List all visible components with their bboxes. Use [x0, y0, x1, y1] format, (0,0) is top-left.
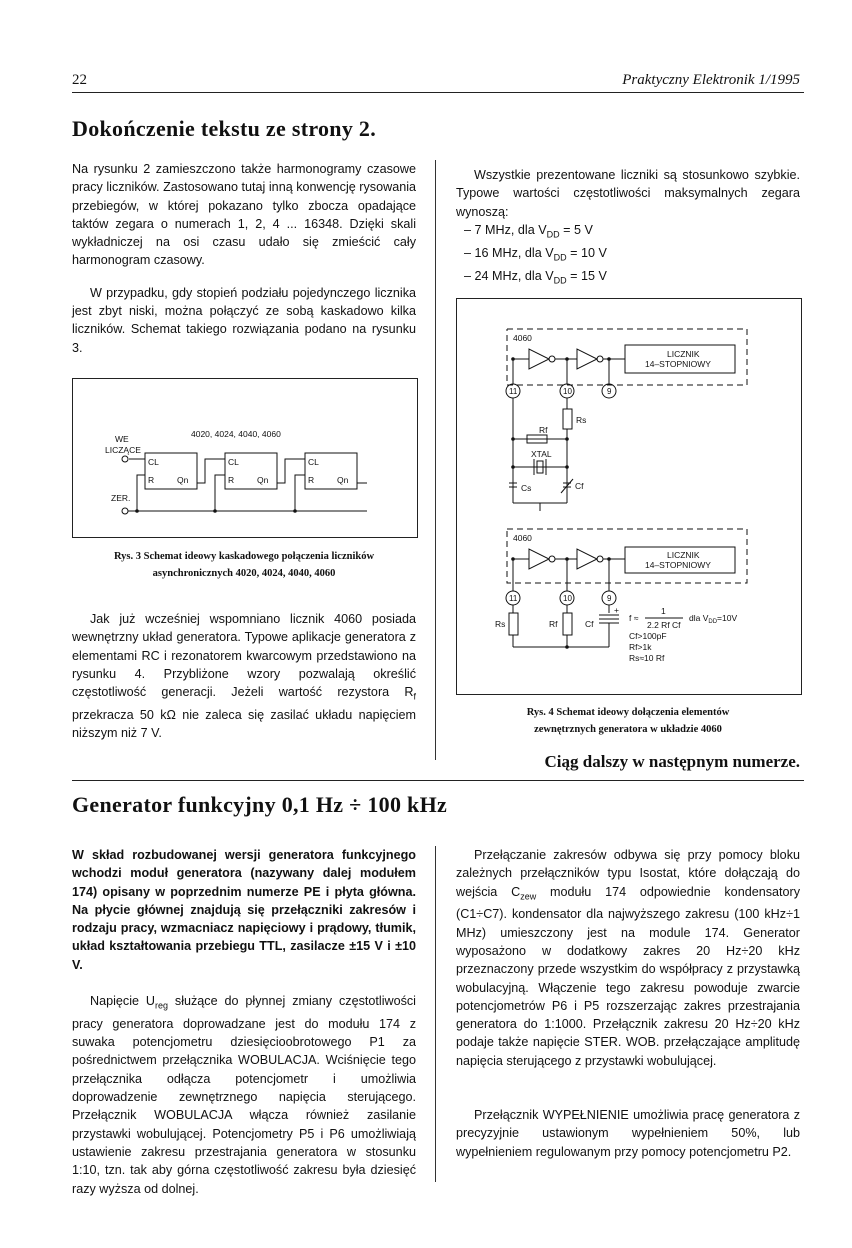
list-item: [464, 267, 800, 290]
formula-denominator: 2.2 Rf Cf: [647, 620, 681, 630]
text-run: = 10 V: [566, 245, 607, 260]
text-run: modułu 174 odpowiednie kondensatory (C1÷C7). kondensator dla najwyższego zakresu (100 kHz÷1 MHz) umieszczony jest na module 174. Generator wyposażono w dodatkowy zakres 20 Hz÷20 kHz przeznaczony przede wszystkim do współpracy z przystawką wobulacyjną. Włączenie tego zakresu powoduje zwarcie potencjometrów P6 i P5 rozszerzając zakres przestrajania generatora do 1:1000. Przełącznik zakresu 20 Hz÷20 kHz podaje także napięcie STER. WOB. przełączające amplitudę napięcia sterującego z przystawki wobulującej.: [456, 884, 801, 1068]
text-run: = 5 V: [559, 222, 593, 237]
pin11-label: 11: [509, 594, 518, 603]
frequency-list: [456, 221, 800, 289]
continued-note: Ciąg dalszy w następnym numerze.: [544, 752, 800, 771]
figure-3-schematic: [73, 379, 417, 537]
article2-title: Generator funkcyjny 0,1 Hz ÷ 100 kHz: [72, 792, 448, 817]
rs-label: Rs: [495, 619, 506, 629]
header-rule: [72, 92, 804, 93]
text-run: – 16 MHz, dla V: [464, 245, 554, 260]
paragraph: [72, 610, 416, 743]
xtal-label: XTAL: [531, 449, 552, 459]
label-liczace: LICZĄCE: [105, 445, 141, 455]
column-divider: [435, 160, 436, 760]
text-run: Napięcie U: [90, 994, 155, 1009]
text-run: = 15 V: [566, 268, 607, 283]
licznik-label-top: LICZNIK: [667, 349, 700, 359]
caption-line: asynchronicznych 4020, 4024, 4040, 4060: [152, 568, 336, 579]
qn-label-2: Qn: [257, 475, 269, 485]
qn-label-3: Qn: [337, 475, 349, 485]
figure-3-title-label: 4020, 4024, 4040, 4060: [191, 429, 281, 439]
r-label-2: R: [228, 475, 235, 485]
list-item: [464, 244, 800, 267]
subscript: DD: [553, 275, 567, 286]
formula-condition: [689, 613, 737, 625]
pin11-label: 11: [509, 387, 518, 396]
chip-label-bottom: 4060: [513, 533, 532, 543]
rf-label: Rf: [549, 619, 558, 629]
pin9-label: 9: [607, 387, 612, 396]
text-run: – 7 MHz, dla V: [464, 222, 547, 237]
lead-paragraph: W skład rozbudowanej wersji generatora funkcyjnego wchodzi moduł generatora (nazywany dalej modułem 174) opisany w poprzednim numerze PE i płyta główna. Na płycie głównej znajdują się przełączniki zakresów i rodzaju pracy, wzmacniacz napięciowy i prądowy, tłumik, układ kształtowania przebiegu TTL, zasilacze ±15 V i ±10 V.: [72, 848, 416, 972]
article2-left-column: [72, 846, 416, 1198]
column-divider: [435, 846, 436, 1182]
figure-3: [72, 378, 418, 538]
cl-label-3: CL: [308, 457, 319, 467]
cl-label-2: CL: [228, 457, 239, 467]
article1-left-column-cont: [72, 610, 416, 743]
text-run: dla V: [689, 613, 709, 623]
paragraph: W przypadku, gdy stopień podziału pojedynczego licznika jest zbyt niski, można połączyć ze sobą kaskadowo kilka liczników. Schemat takiego rozwiązania podano na rysunku 3.: [72, 285, 416, 355]
caption-line: zewnętrznych generatora w układzie 4060: [534, 724, 722, 735]
condition-rs: Rs≈10 Rf: [629, 653, 665, 663]
pin10-label: 10: [563, 387, 572, 396]
paragraph: Na rysunku 2 zamieszczono także harmonogramy czasowe pracy liczników. Zastosowano tutaj inną konwencję rysowania przebiegów, w której pokazano tylko zbocza opadające taktów zegara o numerach 1, 2, 4 ... 16348. Dzięki skali wykładniczej na osi czasu udało się zmieścić cały harmonogram czasowy.: [72, 162, 416, 268]
subscript: f: [413, 691, 416, 702]
formula-numerator: 1: [661, 606, 666, 616]
cs-label: Cs: [521, 483, 532, 493]
paragraph: Przełącznik WYPEŁNIENIE umożliwia pracę generatora z precyzyjnie ustawionym wypełnieniem 50%, lub wypełnieniem regulowanym przy pomocy potencjometru P2.: [456, 1108, 800, 1159]
figure-3-caption: [72, 548, 416, 582]
cl-label-1: CL: [148, 457, 159, 467]
paragraph: Wszystkie prezentowane liczniki są stosunkowo szybkie. Typowe wartości częstotliwości maksymalnych zegara wynoszą:: [456, 168, 800, 219]
condition-cf: Cf>100pF: [629, 631, 667, 641]
page-number: 22: [72, 72, 87, 88]
figure-4-caption: [456, 704, 800, 738]
journal-title: Praktyczny Elektronik 1/1995: [622, 72, 800, 88]
rf-label: Rf: [539, 425, 548, 435]
stopniowy-label-bottom: 14–STOPNIOWY: [645, 560, 711, 570]
text-run: =10V: [717, 613, 738, 623]
article2-right-column: [456, 846, 800, 1161]
article1-right-column: [456, 166, 800, 289]
qn-label-1: Qn: [177, 475, 189, 485]
r-label-3: R: [308, 475, 315, 485]
pin9-label: 9: [607, 594, 612, 603]
paragraph: [456, 846, 800, 1070]
caption-line: Rys. 3 Schemat ideowy kaskadowego połączenia liczników: [113, 551, 375, 562]
caption-line: Rys. 4 Schemat ideowy dołączenia elementów: [526, 707, 730, 718]
paragraph: [72, 992, 416, 1198]
figure-4-schematic: [457, 299, 801, 694]
cf-label: Cf: [585, 619, 594, 629]
text-run: Jak już wcześniej wspomniano licznik 4060 posiada wewnętrzny układ generatora. Typowe aplikacje generatora z elementami RC i rezonatorem kwarcowym przedstawiono na rysunku 4. Przybliżone wzory pozwalają określić częstotliwość generacji. Jeżeli wartość rezystora R: [72, 612, 416, 700]
subscript: DD: [708, 619, 718, 625]
cf-label: Cf: [575, 481, 584, 491]
stopniowy-label-top: 14–STOPNIOWY: [645, 359, 711, 369]
article-separator: [72, 780, 804, 781]
subscript: DD: [553, 252, 567, 263]
text-run: przekracza 50 kΩ nie zaleca się zasilać układu napięciem niższym niż 7 V.: [72, 708, 416, 741]
r-label-1: R: [148, 475, 155, 485]
rs-label: Rs: [576, 415, 587, 425]
subscript: zew: [520, 891, 537, 902]
text-run: służące do płynnej zmiany częstotliwości pracy generatora doprowadzane jest do modułu 174 z suwaka potencjometru dziesięcioobrotowego P1 za pośrednictwem przełącznika WOBULACJA. Wciśnięcie tego przełącznika odłącza potencjometr i umożliwia doprowadzenie zewnętrznego napięcia sterującego. Przełącznik WOBULACJA włącza również zasilanie przystawki wobulującej. Potencjometry P5 i P6 umożliwiają ustawienie zakresu przestrajania generatora w stosunku 1:10, tzn. tak aby górna częstotliwość zakresu była dziesięć razy wyższa od dolnej.: [72, 994, 416, 1196]
condition-rf: Rf>1k: [629, 642, 652, 652]
text-run: – 24 MHz, dla V: [464, 268, 554, 283]
licznik-label-bottom: LICZNIK: [667, 550, 700, 560]
list-item: [464, 221, 800, 244]
article1-title: Dokończenie tekstu ze strony 2.: [72, 116, 377, 141]
subscript: reg: [155, 1000, 169, 1011]
plus-label: +: [614, 605, 619, 615]
pin10-label: 10: [563, 594, 572, 603]
figure-4: [456, 298, 802, 695]
label-zer: ZER.: [111, 493, 131, 503]
subscript: DD: [546, 229, 560, 240]
label-we: WE: [115, 434, 129, 444]
chip-label-top: 4060: [513, 333, 532, 343]
text-run: Przełączanie zakresów odbywa się przy pomocy bloku zależnych przełączników typu Isostat, które dołączają do wejścia C: [456, 848, 800, 899]
formula-lhs: f ≈: [629, 613, 639, 623]
article1-left-column: [72, 160, 416, 357]
